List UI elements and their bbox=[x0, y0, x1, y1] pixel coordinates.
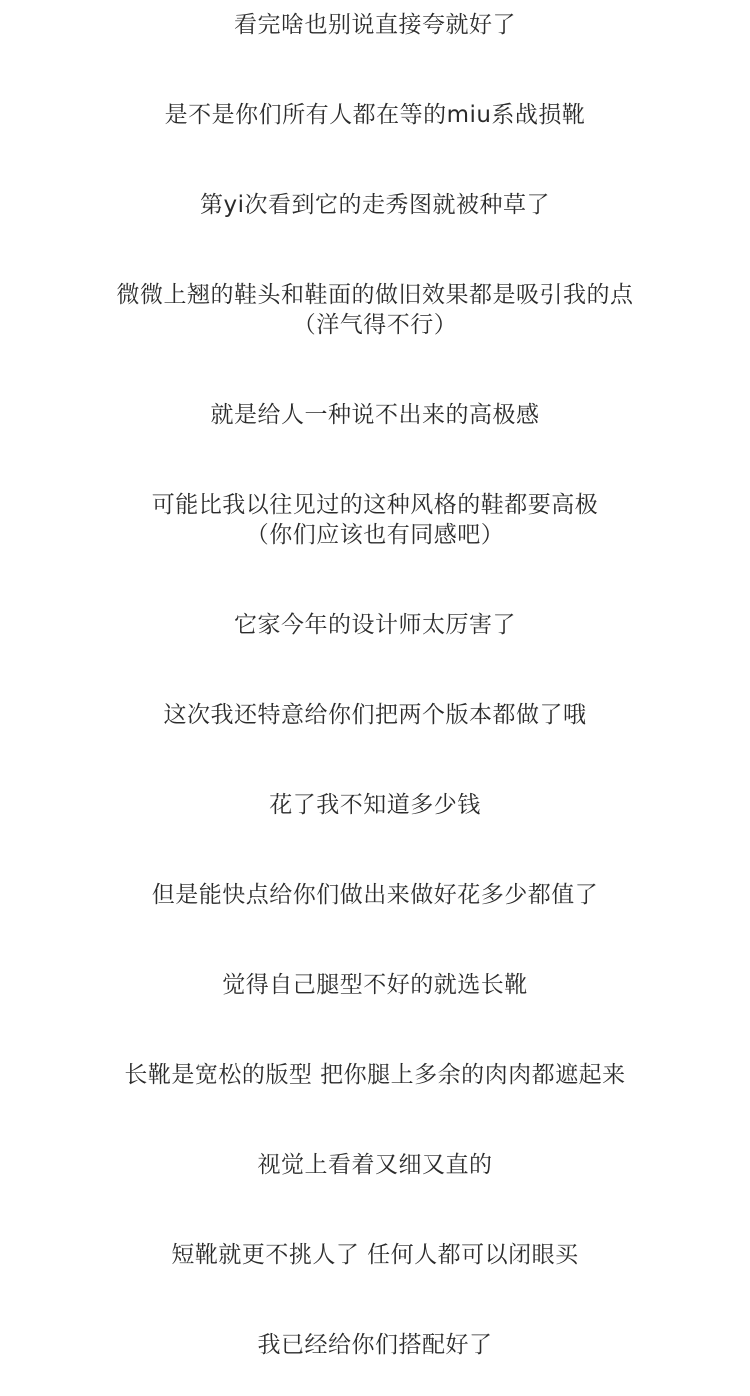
paragraph-14 bbox=[0, 1240, 750, 1270]
paragraph-12 bbox=[0, 1060, 750, 1090]
text-line: 视觉上看着又细又直的 bbox=[257, 1152, 493, 1178]
paragraph-13 bbox=[0, 1150, 750, 1180]
text-line: 花了我不知道多少钱 bbox=[269, 792, 481, 818]
text-line: 觉得自己腿型不好的就选长靴 bbox=[222, 972, 528, 998]
text-line: 就是给人一种说不出来的高极感 bbox=[210, 402, 540, 428]
paragraph-11 bbox=[0, 970, 750, 1000]
text-line: 短靴就更不挑人了 任何人都可以闭眼买 bbox=[171, 1242, 579, 1268]
text-line: （你们应该也有同感吧） bbox=[245, 522, 505, 548]
paragraph-3 bbox=[0, 190, 750, 220]
text-line: 是不是你们所有人都在等的miu系战损靴 bbox=[164, 102, 586, 128]
paragraph-15 bbox=[0, 1330, 750, 1360]
text-line: 长靴是宽松的版型 把你腿上多余的肉肉都遮起来 bbox=[124, 1062, 626, 1088]
text-line: 它家今年的设计师太厉害了 bbox=[234, 612, 516, 638]
paragraph-10 bbox=[0, 880, 750, 910]
text-line: 这次我还特意给你们把两个版本都做了哦 bbox=[163, 702, 587, 728]
paragraph-8 bbox=[0, 700, 750, 730]
text-line: 可能比我以往见过的这种风格的鞋都要高极 bbox=[151, 492, 599, 518]
text-line: 看完啥也别说直接夸就好了 bbox=[234, 12, 516, 38]
text-line: 微微上翘的鞋头和鞋面的做旧效果都是吸引我的点 bbox=[116, 282, 634, 308]
paragraph-1 bbox=[0, 10, 750, 40]
paragraph-5 bbox=[0, 400, 750, 430]
paragraph-7 bbox=[0, 610, 750, 640]
text-line: 我已经给你们搭配好了 bbox=[257, 1332, 493, 1358]
paragraph-9 bbox=[0, 790, 750, 820]
paragraph-2 bbox=[0, 100, 750, 130]
text-line: 第yi次看到它的走秀图就被种草了 bbox=[199, 192, 550, 218]
paragraph-4 bbox=[0, 280, 750, 340]
text-line: （洋气得不行） bbox=[292, 312, 458, 338]
paragraph-6 bbox=[0, 490, 750, 550]
text-line: 但是能快点给你们做出来做好花多少都值了 bbox=[151, 882, 599, 908]
